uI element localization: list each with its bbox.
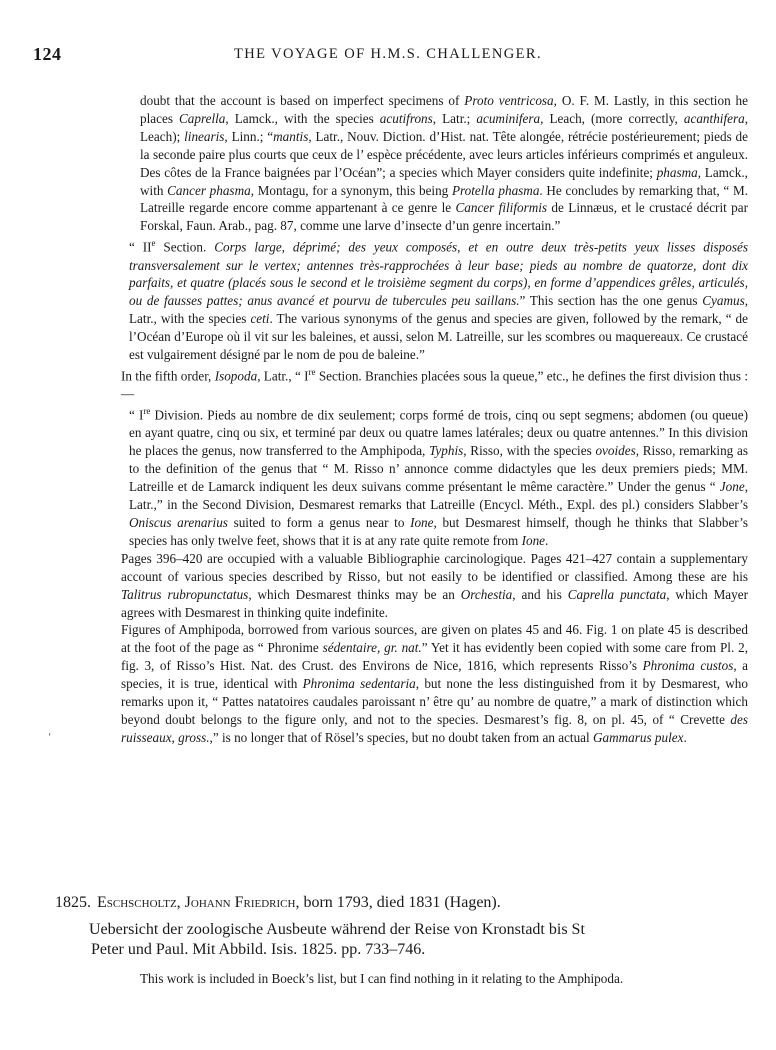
paragraph-caprella: doubt that the account is based on imperfect specimens of Proto ventricosa, O. F. M. Lastly, in this section he places Caprella, Lamck., with the species acutifrons, Latr.; acuminifera, Leach, (more correctly, acanthifera, Leach); linearis, Linn.; “mantis, Latr., Nouv. Diction. d’Hist. nat. Tête alongée, rétrécie postérieurement; pieds de la seconde paire plus courts que ceux de l’ espèce précédente, avec leurs articles inférieurs comprimés et anguleux. Des côtes de la France baignées par l’Océan”; a species which Mayer considers quite indefinite; phasma, Lamck., with Cancer phasma, Montagu, for a synonym, this being Protella phasma. He concludes by remarking that, “ M. Latreille regarde encore comme appartenant à ce genre le Cancer filiformis de Linnæus, et le crustacé décrit par Forskal, Faun. Arab., pag. 87, comme une larve d’insecte d’un genre incertain.” [140,93,749,234]
paragraph-first-division: “ Ire Division. Pieds au nombre de dix seulement; corps formé de trois, cinq ou sept segmens; abdomen (ou queue) en ayant quatre, cinq ou six, et terminé par deux ou quatre lames latérales; deux ou quatre antennes.” In this division he places the genus, now transferred to the Amphipoda, Typhis, Risso, with the species ovoides, Risso, remarking as to the definition of the genus that “ M. Risso n’ annonce comme didactyles que les deux premiers pieds; MM. Latreille et de Lamarck indiquent les deux suivans comme présentant le même caractère.” Under the genus “ Jone, Latr.,” in the Second Division, Desmarest remarks that Latreille (Encycl. Méth., Expl. des pl.) considers Slabber’s Oniscus arenarius suited to form a genus near to Ione, but Desmarest himself, though he thinks that Slabber’s species has only twelve feet, shows that it is at any rate quite remote from Ione. [129,406,748,548]
body-text [121,92,749,747]
paragraph-second-section: “ IIe Section. Corps large, déprimé; des yeux composés, et en outre deux très-petits yeux lisses disposés transversalement sur le vertex; antennes très-rapprochées à leur base; pieds au nombre de quatorze, dont dix parfaits, et quatre (placés sous le second et le troisième segment du corps), en forme d’appendices grêles, articulés, ou de fausses pattes; anus avancé et pourvu de tubercules peu saillans.” This section has the one genus Cyamus, Latr., with the species ceti. The various synonyms of the genus and species are given, followed by the remark, “ de l’Océan d’Europe où il vit sur les baleines, et aussi, selon M. Latreille, sur les scombres ou maquereaux. Ce crustacé est vulgairement désigné par le nom de pou de baleine.” [129,238,748,363]
entry-heading [55,892,755,914]
running-title: THE VOYAGE OF H.M.S. CHALLENGER. [234,46,542,62]
entry-dates: , born 1793, died 1831 (Hagen). [295,894,501,911]
entry-year: 1825. [55,894,91,911]
page-header [0,44,776,68]
margin-mark: ‘ [48,732,52,743]
paragraph-figures: Figures of Amphipoda, borrowed from various sources, are given on plates 45 and 46. Fig. 1 on plate 45 is described at the foot of the page as “ Phronime sédentaire, gr. nat.” Yet it has evidently been copied with some care from Pl. 2, fig. 3, of Risso’s Hist. Nat. des Crust. des Environs de Nice, 1816, which represents Risso’s Phronima custos, a species, it is true, identical with Phronima sedentaria, but none the less distinguished from it by Desmarest, who remarks upon it, “ Pattes natatoires caudales paroissant n’ être qu’ au nombre de quatre,” a mark of distinction which beyond doubt belongs to the figure only, and not to the species. Desmarest’s fig. 8, on pl. 45, of “ Crevette des ruisseaux, gross.,” is no longer that of Rösel’s species, but no doubt taken from an actual Gammarus pulex. [121,622,748,745]
page-number: 124 [33,44,62,64]
bibliography-entry-1825 [55,892,755,988]
entry-title: Uebersicht der zoologische Ausbeute während der Reise von Kronstadt bis St Peter und Paul. Mit Abbild. Isis. 1825. pp. 733–746. [89,921,585,958]
paragraph-fifth-order: In the fifth order, Isopoda, Latr., “ Ire Section. Branchies placées sous la queue,” etc., he defines the first division thus :— [121,366,748,402]
paragraph-bibliographie: Pages 396–420 are occupied with a valuable Bibliographie carcinologique. Pages 421–427 contain a supplementary account of various species described by Risso, but not easily to be identified or classified. Among these are his Talitrus rubropunctatus, which Desmarest thinks may be an Orchestia, and his Caprella punctata, which Mayer agrees with Desmarest in thinking quite indefinite. [121,550,748,620]
entry-author: Eschscholtz, Johann Friedrich [97,894,296,911]
entry-note: This work is included in Boeck’s list, but I can find nothing in it relating to the Amphipoda. [140,971,624,986]
